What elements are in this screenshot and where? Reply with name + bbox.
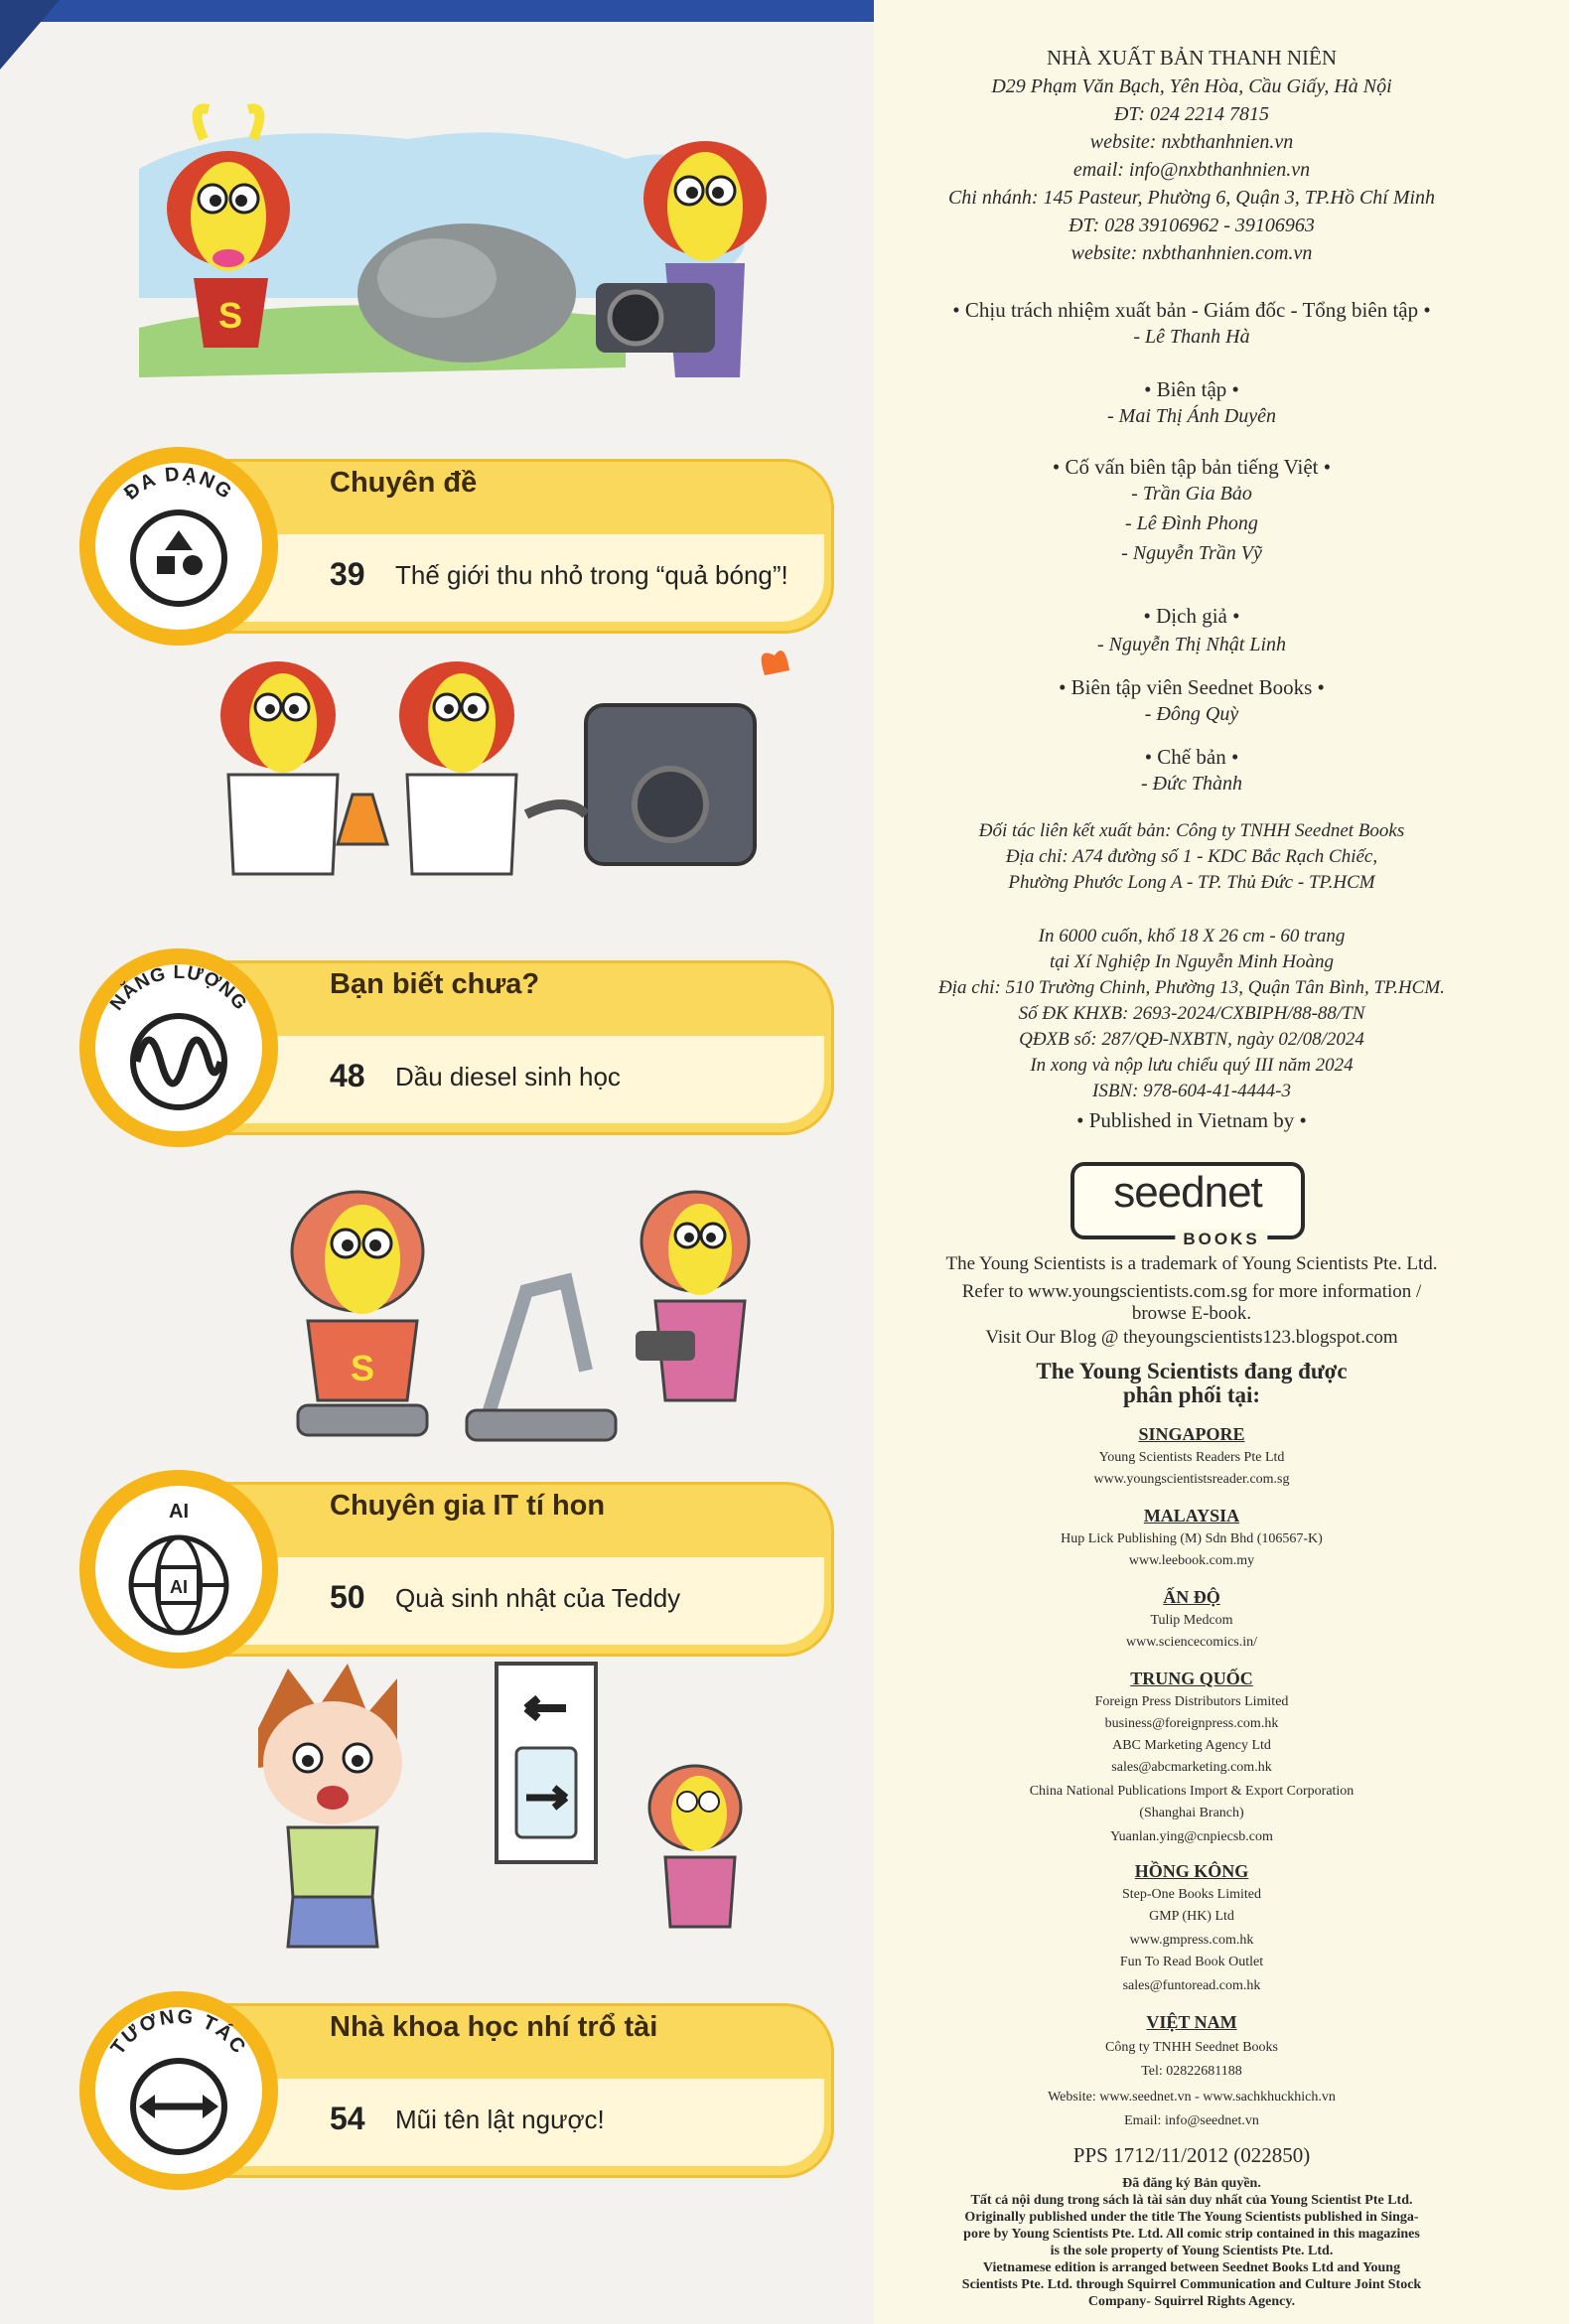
cover-edge-strip xyxy=(40,0,874,22)
toc-entry-interaction[interactable] xyxy=(79,1991,834,2190)
toc-entry-energy[interactable] xyxy=(79,948,834,1147)
toc-entry-diversity[interactable] xyxy=(79,447,834,646)
role-heading: • Biên tập viên Seednet Books • xyxy=(1059,675,1325,699)
svg-text:TƯƠNG TÁC: TƯƠNG TÁC xyxy=(106,2005,251,2060)
print-info: In 6000 cuốn, khổ 18 X 26 cm - 60 trang xyxy=(1038,926,1346,946)
role-heading: • Chế bản • xyxy=(1144,745,1239,769)
trademark-note: The Young Scientists is a trademark of Young Scientists Pte. Ltd. xyxy=(945,1253,1438,1274)
country-india: ẤN ĐỘ xyxy=(1163,1587,1220,1607)
role-heading: • Cố vấn biên tập bản tiếng Việt • xyxy=(1052,455,1332,479)
svg-text:S: S xyxy=(217,295,243,336)
article-title: Thế giới thu nhỏ trong “quả bóng”! xyxy=(395,560,788,590)
page-number: 54 xyxy=(330,2101,365,2136)
country-china: TRUNG QUỐC xyxy=(1130,1669,1253,1688)
seednet-logo-sub: BOOKS xyxy=(1175,1230,1267,1249)
boy-arrow-glass-illustration xyxy=(228,1659,784,1957)
section-title: Chuyên đề xyxy=(330,467,478,499)
badge-ai xyxy=(79,1470,278,1669)
svg-text:ĐA DẠNG: ĐA DẠNG xyxy=(120,463,237,505)
country-hongkong: HỒNG KÔNG xyxy=(1134,1861,1249,1881)
country-vietnam: VIỆT NAM xyxy=(1146,2012,1237,2032)
svg-text:S: S xyxy=(350,1348,375,1388)
section-title: Chuyên gia IT tí hon xyxy=(330,1490,606,1522)
mascot-lab-illustration xyxy=(189,646,824,904)
article-title: Dầu diesel sinh học xyxy=(395,1062,621,1091)
wave-icon xyxy=(79,948,278,1147)
role-heading: • Dịch giả • xyxy=(1143,604,1240,628)
page-number: 50 xyxy=(330,1579,365,1615)
badge-interaction xyxy=(79,1991,278,2190)
seednet-logo: seednet xyxy=(1070,1162,1305,1239)
page-number: 39 xyxy=(330,556,365,592)
country-malaysia: MALAYSIA xyxy=(1143,1506,1240,1525)
svg-text:AI: AI xyxy=(170,1577,188,1597)
publisher-name: NHÀ XUẤT BẢN THANH NIÊN xyxy=(1046,46,1338,70)
distribution-heading: The Young Scientists đang được xyxy=(1036,1359,1348,1383)
mascot-camera-illustration xyxy=(109,99,844,417)
badge-energy xyxy=(79,948,278,1147)
country-singapore: SINGAPORE xyxy=(1138,1424,1245,1444)
double-arrow-icon xyxy=(79,1991,278,2190)
pps-number: PPS 1712/11/2012 (022850) xyxy=(1072,2143,1311,2167)
robot-mascot-illustration xyxy=(228,1172,824,1450)
cover-corner xyxy=(0,0,60,70)
section-title: Nhà khoa học nhí trổ tài xyxy=(330,2011,658,2043)
toc-entry-ai[interactable] xyxy=(79,1470,834,1669)
svg-text:AI: AI xyxy=(169,1501,189,1523)
shapes-icon xyxy=(79,447,278,646)
role-heading: • Biên tập • xyxy=(1144,377,1239,401)
section-title: Bạn biết chưa? xyxy=(330,968,540,1000)
article-title: Mũi tên lật ngược! xyxy=(395,2105,605,2134)
badge-diversity xyxy=(79,447,278,646)
published-by: • Published in Vietnam by • xyxy=(1076,1108,1307,1132)
colophon-column: NHÀ XUẤT BẢN THANH NIÊN D29 Phạm Văn Bạch, Yên Hòa, Cầu Giấy, Hà Nội ĐT: 024 2214 7815 website: nxbthanhnien.vn email: info@nxbthanhnien.vn Chi nhánh: 145 Pasteur, Phường 6, Quận 3, TP.Hồ Chí Minh ĐT: 028 39106962 - 39106963 website: nxbthanhnien.com.vn • Chịu trách nhiệm xuất bản - Giám đốc - Tổng biên tập • - Lê Thanh Hà • Biên tập • - Mai Thị Ánh Duyên • Cố vấn biên tập bản tiếng Việt • - Trần Gia Bảo - Lê Đình Phong - Nguyễn Trần Vỹ • Dịch giả • - Nguyễn Thị Nhật Linh • Biên tập viên Seednet Books • - Đông Quỳ • Chế bản • - Đức Thành Đối tác liên kết xuất bản: Công ty TNHH Seednet Books Địa chỉ: A74 đường số 1 - KDC Bắc Rạch Chiếc, Phường Phước Long A - TP. Thủ Đức - TP.HCM In 6000 cuốn, khổ 18 X 26 cm - 60 trang tại Xí Nghiệp In Nguyễn Minh Hoàng Địa chỉ: 510 Trường Chinh, Phường 13, Quận Tân Bình, TP.HCM. Số ĐK KHXB: 2693-2024/CXBIPH/88-88/TN QĐXB số: 287/QĐ-NXBTN, ngày 02/08/2024 In xong và nộp lưu chiểu quý III năm 2024 ISBN: 978-604-41-4444-3 • Published in Vietnam by • seednet BOOKS The Young Scientists is a trademark of Young Scientists Pte. Ltd. Refer to www.youngscientists.com.sg for more information / browse E-book. Visit Our Blog @ theyoungscientists123.blogspot.com The Young Scientists đang được phân phối tại: SINGAPORE Young Scientists Readers Pte Ltd www.youngscientistsreader.com.sg MALAYSIA Hup Lick Publishing (M) Sdn Bhd (106567-K) www.leebook.com.my ẤN ĐỘ Tulip Medcom www.sciencecomics.in/ TRUNG QUỐC Foreign Press Distributors Limited business@foreignpress.com.hk ABC Marketing Agency Ltd sales@abcmarketing.com.hk China National Publications Import & Export Corporation (Shanghai Branch) Yuanlan.ying@cnpiecsb.com HỒNG KÔNG Step-One Books Limited GMP (HK) Ltd www.gmpress.com.hk Fun To Read Book Outlet sales@funtoread.com.hk VIỆT NAM Công ty TNHH Seednet Books Tel: 02822681188 Website: www.seednet.vn - www.sachkhuckhich.vn Email: info@seednet.vn PPS 1712/11/2012 (022850) Đã đăng ký Bản quyền. Tất cả nội dung trong sách là tài sản duy nhất của Young Scientist Pte Ltd. Originally published under the title The Young Scientists published in Singa- pore by Young Scientists Pte. Ltd. All comic strip contained in this magazines is the sole property of Young Scientists Pte. Ltd. Vietnamese edition is arranged between Seednet Books Ltd and Young Scientists Pte. Ltd. through Squirrel Communication and Culture Joint Stock Company- Squirrel Rights Agency. xyxy=(874,0,1569,2324)
svg-text:NĂNG LƯỢNG: NĂNG LƯỢNG xyxy=(106,961,251,1015)
article-title: Quà sinh nhật của Teddy xyxy=(395,1583,681,1613)
role-heading: • Chịu trách nhiệm xuất bản - Giám đốc - Tổng biên tập • xyxy=(952,298,1431,322)
rights-notice: Đã đăng ký Bản quyền. xyxy=(1122,2176,1261,2191)
ai-globe-icon xyxy=(79,1470,278,1669)
partner-info: Đối tác liên kết xuất bản: Công ty TNHH Seednet Books xyxy=(978,820,1405,841)
page-number: 48 xyxy=(330,1058,365,1093)
